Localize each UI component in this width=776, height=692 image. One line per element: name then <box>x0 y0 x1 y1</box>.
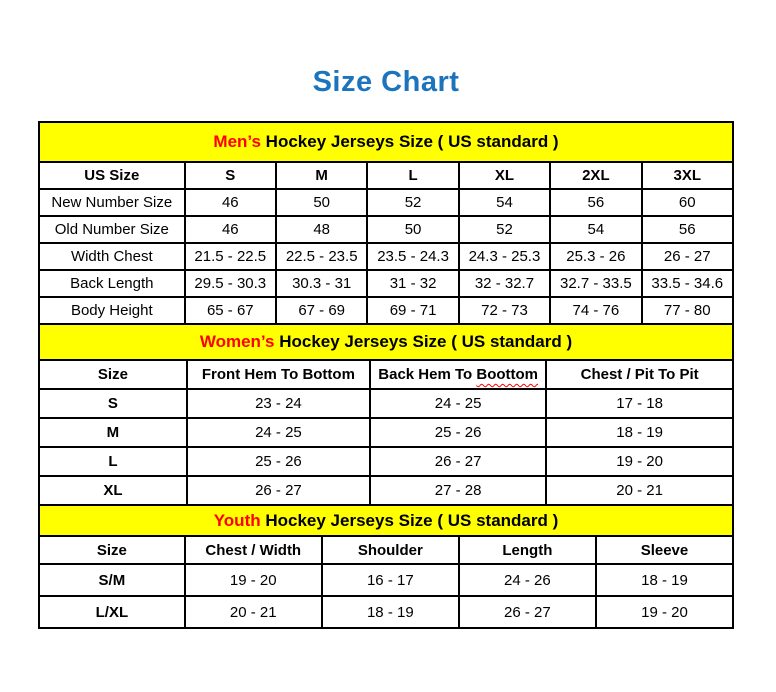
youth-column-header: Sleeve <box>596 536 733 564</box>
mens-cell: 26 - 27 <box>642 243 733 270</box>
womens-row-label: M <box>39 418 187 447</box>
youth-column-header: Chest / Width <box>185 536 322 564</box>
mens-cell: 24.3 - 25.3 <box>459 243 550 270</box>
mens-cell: 25.3 - 26 <box>550 243 641 270</box>
mens-band-accent: Men’s <box>213 132 261 151</box>
womens-row-label: L <box>39 447 187 476</box>
youth-cell: 20 - 21 <box>185 596 322 628</box>
mens-cell: 56 <box>642 216 733 243</box>
mens-cell: 21.5 - 22.5 <box>185 243 276 270</box>
mens-cell: 48 <box>276 216 367 243</box>
size-tables-container <box>38 121 734 629</box>
youth-cell: 26 - 27 <box>459 596 596 628</box>
mens-size-table <box>38 121 734 325</box>
mens-cell: 46 <box>185 189 276 216</box>
womens-cell: 24 - 25 <box>187 418 370 447</box>
womens-cell: 17 - 18 <box>546 389 733 418</box>
womens-cell: 19 - 20 <box>546 447 733 476</box>
womens-cell: 23 - 24 <box>187 389 370 418</box>
mens-column-header: M <box>276 162 367 189</box>
mens-column-header: US Size <box>39 162 185 189</box>
womens-cell: 20 - 21 <box>546 476 733 505</box>
mens-band-label: Hockey Jerseys Size ( US standard ) <box>260 132 559 151</box>
mens-cell: 52 <box>459 216 550 243</box>
womens-cell: 26 - 27 <box>370 447 546 476</box>
youth-cell: 19 - 20 <box>596 596 733 628</box>
mens-column-header: 2XL <box>550 162 641 189</box>
womens-band-label: Hockey Jerseys Size ( US standard ) <box>274 332 573 351</box>
mens-band <box>39 122 733 162</box>
mens-cell: 33.5 - 34.6 <box>642 270 733 297</box>
mens-cell: 32 - 32.7 <box>459 270 550 297</box>
youth-cell: 16 - 17 <box>322 564 459 596</box>
mens-column-header: 3XL <box>642 162 733 189</box>
youth-cell: 19 - 20 <box>185 564 322 596</box>
womens-cell: 26 - 27 <box>187 476 370 505</box>
womens-cell: 24 - 25 <box>370 389 546 418</box>
womens-band-accent: Women’s <box>199 332 275 351</box>
womens-cell: 25 - 26 <box>187 447 370 476</box>
mens-cell: 54 <box>459 189 550 216</box>
mens-cell: 52 <box>367 189 458 216</box>
mens-cell: 60 <box>642 189 733 216</box>
mens-cell: 46 <box>185 216 276 243</box>
womens-cell: 18 - 19 <box>546 418 733 447</box>
mens-cell: 50 <box>367 216 458 243</box>
youth-cell: 24 - 26 <box>459 564 596 596</box>
mens-cell: 74 - 76 <box>550 297 641 324</box>
womens-row-label: XL <box>39 476 187 505</box>
womens-cell: 25 - 26 <box>370 418 546 447</box>
womens-column-header-misspelled-word: Boottom <box>476 366 539 383</box>
mens-cell: 54 <box>550 216 641 243</box>
mens-cell: 32.7 - 33.5 <box>550 270 641 297</box>
page-title: Size Chart <box>312 66 460 98</box>
youth-row-label: S/M <box>39 564 185 596</box>
womens-row-label: S <box>39 389 187 418</box>
mens-cell: 72 - 73 <box>459 297 550 324</box>
womens-column-header-prefix: Back Hem To <box>378 366 477 383</box>
womens-cell: 27 - 28 <box>370 476 546 505</box>
mens-row-label: Back Length <box>39 270 185 297</box>
mens-cell: 77 - 80 <box>642 297 733 324</box>
mens-column-header: XL <box>459 162 550 189</box>
womens-band <box>39 324 733 360</box>
womens-column-header: Front Hem To Bottom <box>187 360 370 389</box>
youth-band-accent: Youth <box>213 510 261 530</box>
youth-row-label: L/XL <box>39 596 185 628</box>
mens-cell: 29.5 - 30.3 <box>185 270 276 297</box>
mens-cell: 56 <box>550 189 641 216</box>
mens-column-header: L <box>367 162 458 189</box>
youth-cell: 18 - 19 <box>322 596 459 628</box>
mens-cell: 65 - 67 <box>185 297 276 324</box>
womens-column-header: Chest / Pit To Pit <box>546 360 733 389</box>
mens-row-label: Width Chest <box>39 243 185 270</box>
mens-column-header: S <box>185 162 276 189</box>
youth-column-header: Length <box>459 536 596 564</box>
youth-size-table <box>38 504 734 629</box>
youth-band <box>39 505 733 536</box>
youth-band-label: Hockey Jerseys Size ( US standard ) <box>260 510 559 530</box>
womens-column-header <box>370 360 546 389</box>
mens-cell: 69 - 71 <box>367 297 458 324</box>
mens-cell: 23.5 - 24.3 <box>367 243 458 270</box>
womens-column-header: Size <box>39 360 187 389</box>
youth-column-header: Shoulder <box>322 536 459 564</box>
mens-cell: 31 - 32 <box>367 270 458 297</box>
mens-row-label: New Number Size <box>39 189 185 216</box>
womens-size-table <box>38 323 734 506</box>
mens-row-label: Old Number Size <box>39 216 185 243</box>
youth-column-header: Size <box>39 536 185 564</box>
youth-cell: 18 - 19 <box>596 564 733 596</box>
mens-cell: 50 <box>276 189 367 216</box>
mens-cell: 22.5 - 23.5 <box>276 243 367 270</box>
mens-row-label: Body Height <box>39 297 185 324</box>
mens-cell: 30.3 - 31 <box>276 270 367 297</box>
mens-cell: 67 - 69 <box>276 297 367 324</box>
